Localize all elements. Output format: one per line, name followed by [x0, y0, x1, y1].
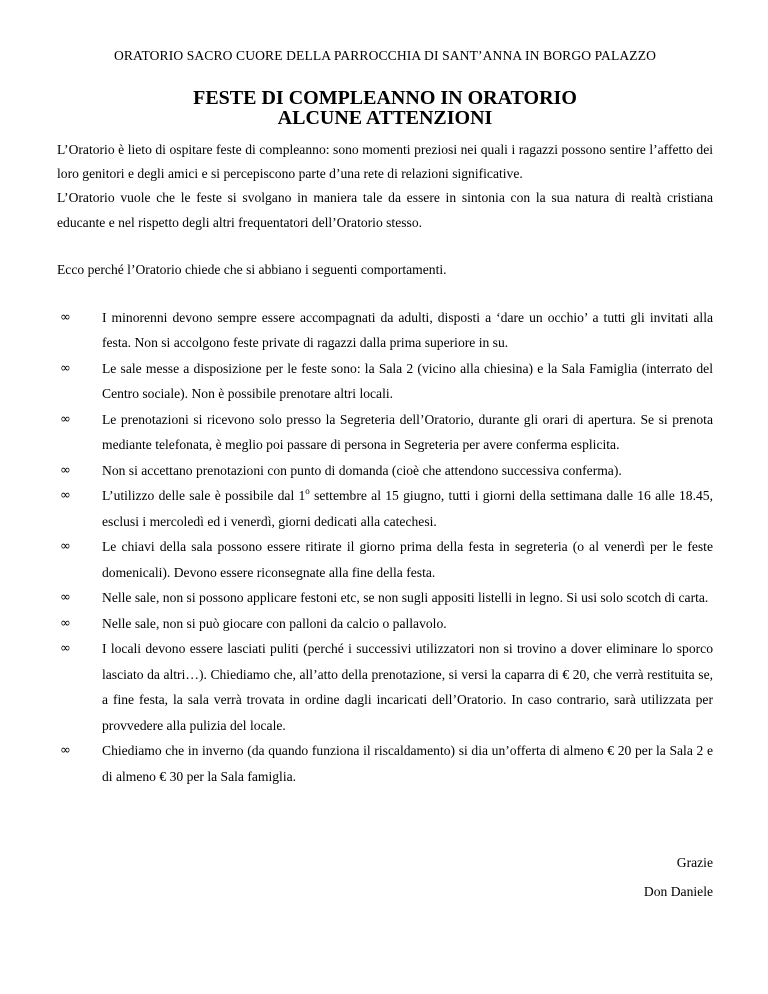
rule-item [57, 407, 713, 458]
rule-dates-before: L’utilizzo delle sale è possibile dal 1 [102, 488, 306, 504]
infinity-bullet-icon: ∞ [60, 641, 71, 657]
infinity-bullet-icon: ∞ [60, 360, 71, 376]
rule-text: Le sale messe a disposizione per le feste sono: la Sala 2 (vicino alla chiesina) e la Sala Famiglia (interrato del Centro sociale). Non è possibile prenotare altri locali. [102, 360, 713, 402]
infinity-bullet-icon: ∞ [60, 488, 71, 504]
rule-text: Non si accettano prenotazioni con punto di domanda (cioè che attendono successiva conferma). [102, 462, 622, 478]
lead-sentence: Ecco perché l’Oratorio chiede che si abbiano i seguenti comportamenti. [57, 261, 447, 277]
intro-section [57, 138, 713, 235]
intro-paragraph-2: L’Oratorio vuole che le feste si svolgano in maniera tale da essere in sintonia con la sua natura di realtà cristiana educante e nel rispetto degli altri frequentatori dell’Oratorio stesso. [57, 190, 713, 230]
rule-item [57, 611, 713, 637]
rule-item [57, 458, 713, 484]
rule-item [57, 585, 713, 611]
rules-list [57, 305, 713, 790]
rule-item [57, 534, 713, 585]
infinity-bullet-icon: ∞ [60, 590, 71, 606]
infinity-bullet-icon: ∞ [60, 539, 71, 555]
infinity-bullet-icon: ∞ [60, 462, 71, 478]
rule-item [57, 483, 713, 534]
rule-text: Chiediamo che in inverno (da quando funziona il riscaldamento) si dia un’offerta di almeno € 20 per la Sala 2 e di almeno € 30 per la Sala famiglia. [102, 743, 713, 784]
rule-text: Nelle sale, non si possono applicare festoni etc, se non sugli appositi listelli in legno. Si usi solo scotch di carta. [102, 590, 709, 606]
infinity-bullet-icon: ∞ [60, 411, 71, 427]
ordinal-superscript: o [305, 486, 310, 497]
infinity-bullet-icon: ∞ [60, 743, 71, 759]
title-line-2: ALCUNE ATTENZIONI [277, 107, 493, 129]
document-title [57, 88, 713, 128]
parish-header: ORATORIO SACRO CUORE DELLA PARROCCHIA DI SANT’ANNA IN BORGO PALAZZO [113, 48, 657, 63]
rule-text: Le chiavi della sala possono essere ritirate il giorno prima della festa in segreteria (o al venerdì per le feste domenicali). Devono essere riconsegnate alla fine della festa. [102, 539, 713, 580]
rule-dates-after: settembre al 15 giugno, tutti i giorni della settimana dalle 16 alle 18.45, esclusi i mercoledì ed i venerdì, giorni dedicati alla catechesi. [102, 488, 713, 529]
rule-item [57, 356, 713, 407]
rule-item [57, 738, 713, 789]
infinity-bullet-icon: ∞ [60, 309, 71, 325]
signature-thanks: Grazie [676, 855, 713, 870]
rule-text: Nelle sale, non si può giocare con palloni da calcio o pallavolo. [102, 615, 447, 631]
rule-text: I locali devono essere lasciati puliti (perché i successivi utilizzatori non si trovino a dover eliminare lo sporco lasciato da altri…). Chiediamo che, all’atto della prenotazione, si versi la caparra di € 20, che verrà restituita se, a fine festa, la sala verrà trovata in ordine dagli incaricati dell’Oratorio. In caso contrario, sarà utilizzata per provvedere alla pulizia del locale. [102, 641, 713, 733]
rule-text: Le prenotazioni si ricevono solo presso la Segreteria dell’Oratorio, durante gli orari di apertura. Se si prenota mediante telefonata, è meglio poi passare di persona in Segreteria per avere conferma esplicita. [102, 411, 713, 453]
rule-item [57, 636, 713, 738]
title-line-1: FESTE DI COMPLEANNO IN ORATORIO [193, 87, 577, 109]
infinity-bullet-icon: ∞ [60, 615, 71, 631]
signature-name: Don Daniele [643, 884, 713, 899]
rule-text: I minorenni devono sempre essere accompagnati da adulti, disposti a ‘dare un occhio’ a tutti gli invitati alla festa. Non si accolgono feste private di ragazzi dalla prima superiore in su. [102, 309, 713, 351]
intro-paragraph-1: L’Oratorio è lieto di ospitare feste di compleanno: sono momenti preziosi nei quali i ragazzi possono sentire l’affetto dei loro genitori e degli amici e si percepiscono parte d’una rete di relazioni significative. [57, 142, 713, 182]
rule-item [57, 305, 713, 356]
rule-text-dates [102, 488, 713, 529]
